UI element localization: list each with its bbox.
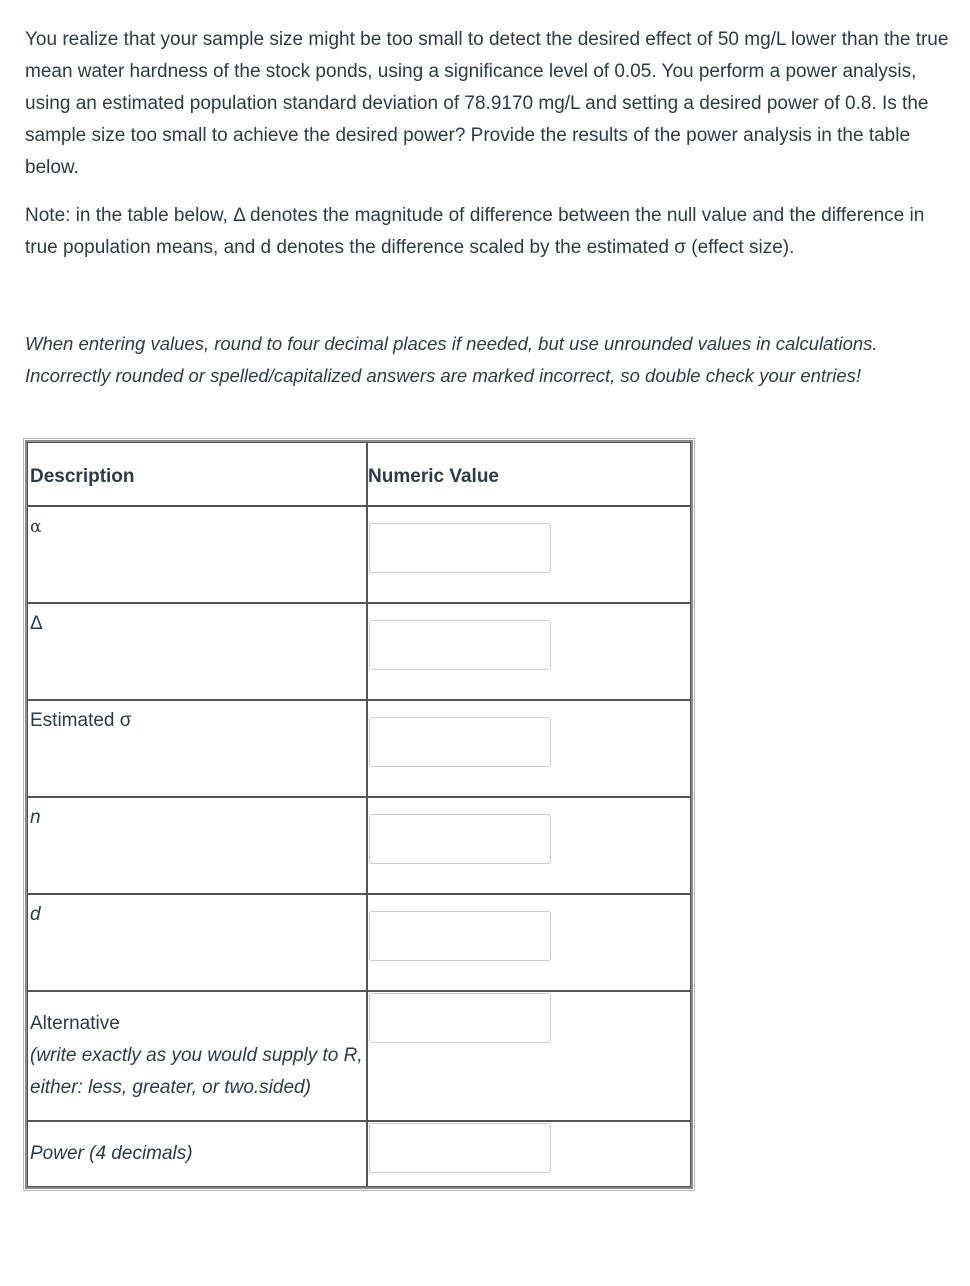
numeric-value-header: Numeric Value <box>367 442 691 506</box>
sigma-label <box>27 700 367 797</box>
d-label <box>27 894 367 991</box>
alpha-cell <box>367 506 691 603</box>
table-row <box>27 894 691 991</box>
table-row <box>27 603 691 700</box>
table-row <box>27 506 691 603</box>
alternative-title: Alternative <box>30 1013 120 1034</box>
alternative-label <box>27 991 367 1121</box>
sigma-input[interactable] <box>369 717 551 767</box>
alpha-label <box>27 506 367 603</box>
question-text <box>25 24 950 392</box>
power-text: Power (4 decimals) <box>30 1143 193 1164</box>
table-row <box>27 991 691 1121</box>
delta-label <box>27 603 367 700</box>
d-input[interactable] <box>369 911 551 961</box>
power-label <box>27 1121 367 1187</box>
table-header-row <box>27 442 691 506</box>
power-cell <box>367 1121 691 1187</box>
answer-table <box>25 440 693 1189</box>
alternative-hint: (write exactly as you would supply to R, either: less, greater, or two.sided) <box>30 1045 363 1098</box>
d-cell <box>367 894 691 991</box>
table-row <box>27 1121 691 1187</box>
alternative-input[interactable] <box>369 993 551 1043</box>
d-symbol: d <box>30 904 41 925</box>
delta-input[interactable] <box>369 620 551 670</box>
delta-symbol: Δ <box>30 613 43 634</box>
table-row <box>27 700 691 797</box>
question-paragraph: You realize that your sample size might be too small to detect the desired effect of 50 mg/L lower than the true mean water hardness of the stock ponds, using a significance level of 0.05. You perform a power analysis, using an estimated population standard deviation of 78.9170 mg/L and setting a desired power of 0.8. Is the sample size too small to achieve the desired power? Provide the results of the power analysis in the table below. <box>25 29 949 178</box>
alpha-input[interactable] <box>369 523 551 573</box>
table-row <box>27 797 691 894</box>
n-symbol: n <box>30 807 41 828</box>
note-paragraph: Note: in the table below, Δ denotes the magnitude of difference between the null value and the difference in true population means, and d denotes the difference scaled by the estimated σ (effect size). <box>25 205 925 258</box>
n-label <box>27 797 367 894</box>
sigma-cell <box>367 700 691 797</box>
description-header: Description <box>27 442 367 506</box>
alternative-cell <box>367 991 691 1121</box>
alpha-symbol: α <box>30 517 42 537</box>
n-cell <box>367 797 691 894</box>
n-input[interactable] <box>369 814 551 864</box>
sigma-text: Estimated σ <box>30 710 132 731</box>
rounding-instructions: When entering values, round to four decimal places if needed, but use unrounded values in calculations. Incorrectly rounded or spelled/capitalized answers are marked incorrect, so double check your entries! <box>25 333 878 386</box>
delta-cell <box>367 603 691 700</box>
power-input[interactable] <box>369 1123 551 1173</box>
